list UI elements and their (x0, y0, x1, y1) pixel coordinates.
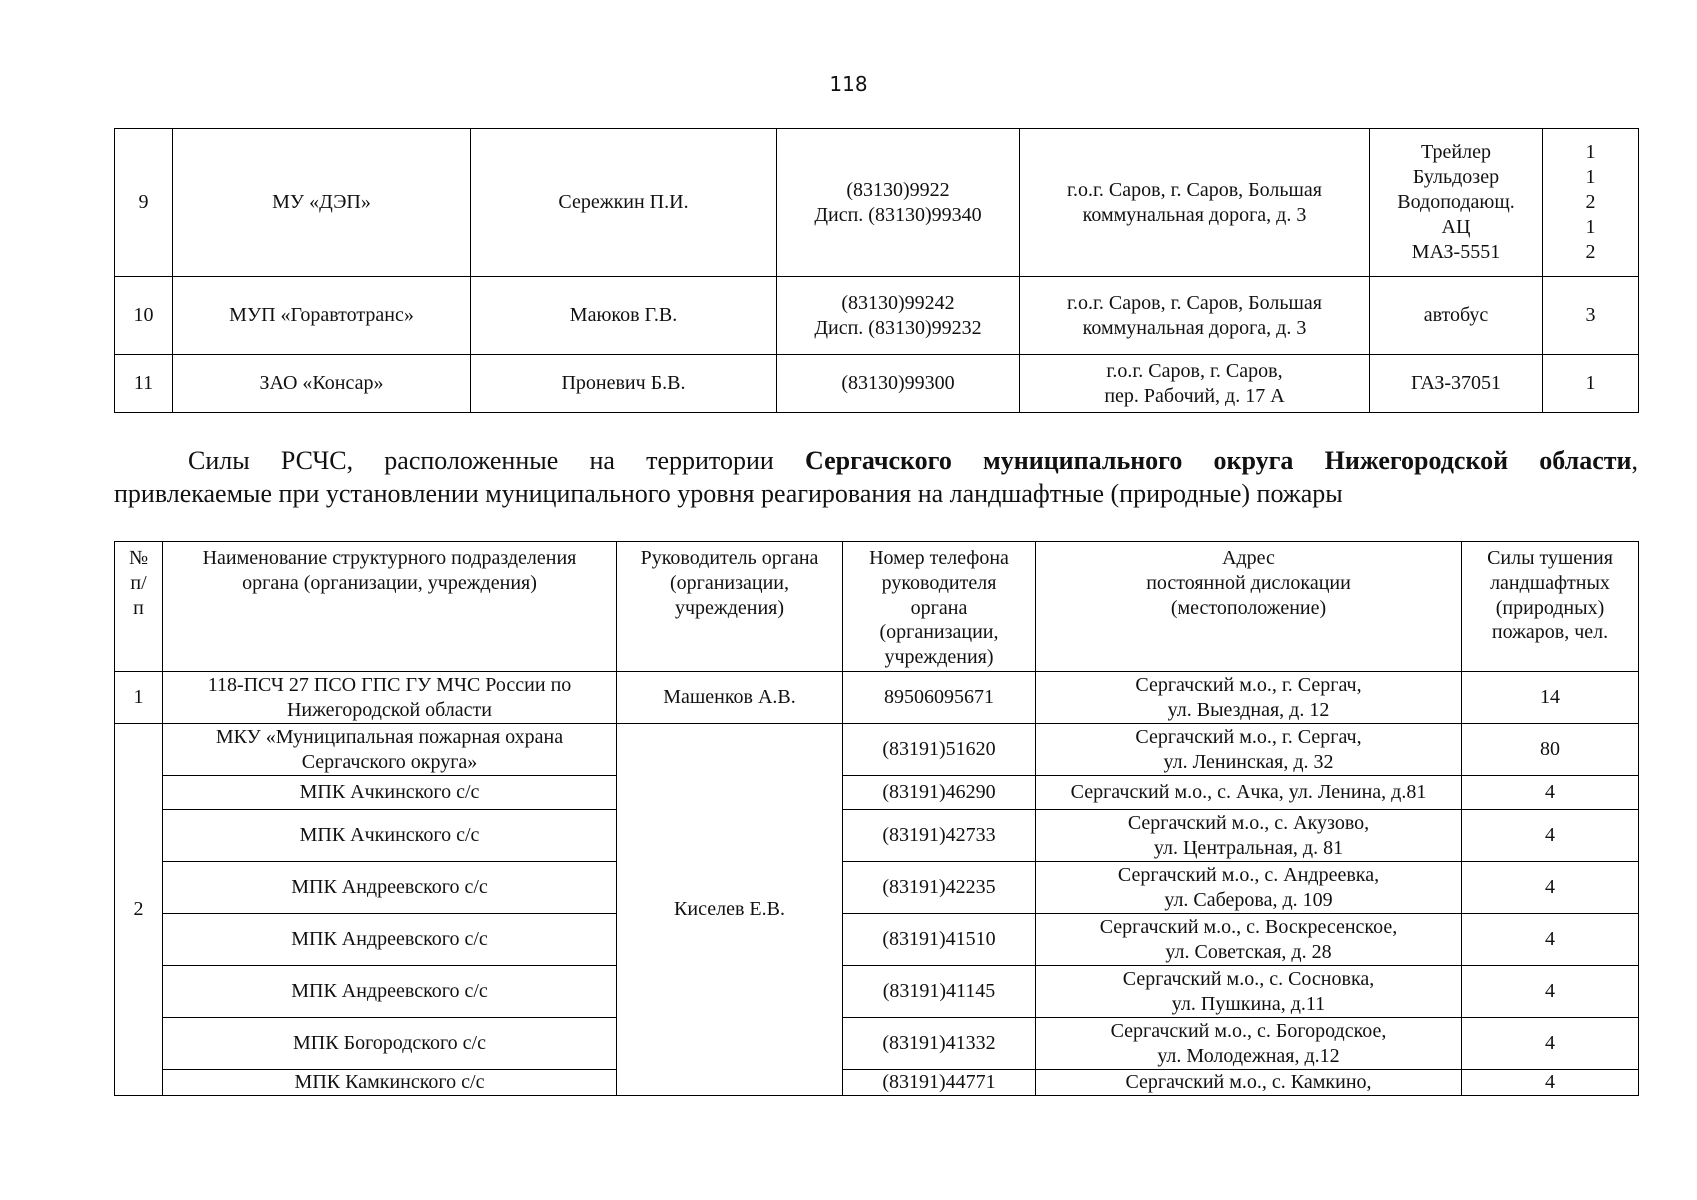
header-number: № п/ п (115, 542, 163, 672)
address: г.о.г. Саров, г. Саров, Большая коммунальная дорога, д. 3 (1020, 129, 1370, 277)
phone-number: (83191)41510 (843, 914, 1036, 966)
table-header-row (115, 542, 1639, 672)
row-number: 9 (115, 129, 173, 277)
forces-count: 4 (1462, 862, 1639, 914)
address: Сергачский м.о., с. Акузово, ул. Центральная, д. 81 (1036, 810, 1462, 862)
header-address: Адрес постоянной дислокации (местоположение) (1036, 542, 1462, 672)
forces-count: 4 (1462, 810, 1639, 862)
equipment-count: 3 (1543, 277, 1639, 355)
header-forces: Силы тушения ландшафтных (природных) пожаров, чел. (1462, 542, 1639, 672)
forces-count: 14 (1462, 672, 1639, 724)
organization-name: МПК Богородского с/с (163, 1018, 617, 1070)
address: Сергачский м.о., г. Сергач, ул. Ленинская, д. 32 (1036, 724, 1462, 776)
organization-name: МКУ «Муниципальная пожарная охрана Сергачского округа» (163, 724, 617, 776)
table-row (115, 129, 1639, 277)
head-name: Сережкин П.И. (471, 129, 777, 277)
equipment-count: 1 1 2 1 2 (1543, 129, 1639, 277)
phone-number: (83130)99242 Дисп. (83130)99232 (777, 277, 1020, 355)
phone-number: (83191)42235 (843, 862, 1036, 914)
row-number: 1 (115, 672, 163, 724)
intro-municipality-bold: Сергачского муниципального округа Нижегородской области (804, 446, 1632, 475)
table-row (115, 355, 1639, 413)
head-name: Машенков А.В. (617, 672, 843, 724)
organization-name: МПК Андреевского с/с (163, 914, 617, 966)
organization-name: МУ «ДЭП» (173, 129, 471, 277)
equipment: Трейлер Бульдозер Водоподающ. АЦ МАЗ-5551 (1370, 129, 1543, 277)
forces-count: 4 (1462, 776, 1639, 810)
header-head: Руководитель органа (организации, учреждения) (617, 542, 843, 672)
address: Сергачский м.о., с. Воскресенское, ул. Советская, д. 28 (1036, 914, 1462, 966)
intro-text-start: Силы РСЧС, расположенные на территории (188, 446, 805, 475)
equipment: ГАЗ-37051 (1370, 355, 1543, 413)
head-name: Проневич Б.В. (471, 355, 777, 413)
forces-count: 4 (1462, 914, 1639, 966)
organization-name: ЗАО «Консар» (173, 355, 471, 413)
address: Сергачский м.о., с. Богородское, ул. Молодежная, д.12 (1036, 1018, 1462, 1070)
address: Сергачский м.о., с. Сосновка, ул. Пушкина, д.11 (1036, 966, 1462, 1018)
section-heading (114, 444, 1638, 511)
equipment-count: 1 (1543, 355, 1639, 413)
table-row (115, 672, 1639, 724)
address: Сергачский м.о., г. Сергач, ул. Выездная, д. 12 (1036, 672, 1462, 724)
row-number: 11 (115, 355, 173, 413)
forces-count: 4 (1462, 1070, 1639, 1096)
table-row (115, 914, 1639, 966)
address: г.о.г. Саров, г. Саров, пер. Рабочий, д. 17 А (1020, 355, 1370, 413)
forces-count: 4 (1462, 966, 1639, 1018)
table-row (115, 1070, 1639, 1096)
intro-line-1 (114, 444, 1638, 477)
forces-table (114, 541, 1639, 1096)
phone-number: (83191)41332 (843, 1018, 1036, 1070)
row-number: 10 (115, 277, 173, 355)
phone-number: 89506095671 (843, 672, 1036, 724)
organization-name: МПК Андреевского с/с (163, 966, 617, 1018)
table-row (115, 810, 1639, 862)
table-row (115, 1018, 1639, 1070)
organization-name: МПК Камкинского с/с (163, 1070, 617, 1096)
phone-number: (83130)99300 (777, 355, 1020, 413)
phone-number: (83191)51620 (843, 724, 1036, 776)
intro-line-2: привлекаемые при установлении муниципального уровня реагирования на ландшафтные (природные) пожары (114, 479, 1343, 509)
table-row (115, 277, 1639, 355)
phone-number: (83191)44771 (843, 1070, 1036, 1096)
page-number: 118 (829, 72, 868, 96)
organization-name: 118-ПСЧ 27 ПСО ГПС ГУ МЧС России по Нижегородской области (163, 672, 617, 724)
header-phone: Номер телефона руководителя органа (организации, учреждения) (843, 542, 1036, 672)
head-name: Маюков Г.В. (471, 277, 777, 355)
header-organization: Наименование структурного подразделения органа (организации, учреждения) (163, 542, 617, 672)
phone-number: (83191)46290 (843, 776, 1036, 810)
table-row (115, 966, 1639, 1018)
organization-name: МПК Андреевского с/с (163, 862, 617, 914)
forces-count: 4 (1462, 1018, 1639, 1070)
forces-count: 80 (1462, 724, 1639, 776)
address: Сергачский м.о., с. Ачка, ул. Ленина, д.81 (1036, 776, 1462, 810)
organization-name: МПК Ачкинского с/с (163, 810, 617, 862)
equipment: автобус (1370, 277, 1543, 355)
phone-number: (83191)41145 (843, 966, 1036, 1018)
address: г.о.г. Саров, г. Саров, Большая коммунальная дорога, д. 3 (1020, 277, 1370, 355)
organization-name: МУП «Горавтотранс» (173, 277, 471, 355)
table-row (115, 776, 1639, 810)
continued-table (114, 128, 1639, 413)
intro-text-comma: , (1631, 446, 1638, 475)
table-row (115, 862, 1639, 914)
table-row (115, 724, 1639, 776)
phone-number: (83130)9922 Дисп. (83130)99340 (777, 129, 1020, 277)
phone-number: (83191)42733 (843, 810, 1036, 862)
address: Сергачский м.о., с. Камкино, (1036, 1070, 1462, 1096)
row-number: 2 (115, 724, 163, 1096)
address: Сергачский м.о., с. Андреевка, ул. Саберова, д. 109 (1036, 862, 1462, 914)
organization-name: МПК Ачкинского с/с (163, 776, 617, 810)
head-name: Киселев Е.В. (617, 724, 843, 1096)
